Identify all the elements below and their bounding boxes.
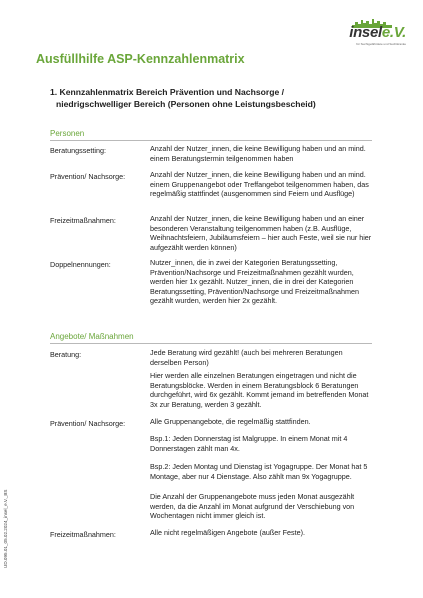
- document-side-code: UD.095.01_05.02.2024_insel_e.V._BS: [3, 489, 8, 568]
- document-title: Ausfüllhilfe ASP-Kennzahlenmatrix: [36, 52, 245, 66]
- term-beratung: Beratung:: [50, 350, 82, 359]
- term-praevention-nachsorge: Prävention/ Nachsorge:: [50, 172, 126, 181]
- insel-logo: [340, 18, 406, 52]
- desc-praevention-p3: Bsp.2: Jeden Montag und Dienstag ist Yogagruppe. Der Monat hat 5 Montage, aber nur 4 Dienstage. Also zählt man 9x Yogagruppe.: [150, 462, 368, 481]
- desc-freizeitmassnahmen: Anzahl der Nutzer_innen, die keine Bewilligung haben und an einer besonderen Veranstaltung teilgenommen haben (z.B. Ausflüge, Weihnachtsfeiern, Jubiläumsfeiern – hier auch Feste, weil sie nur hier aufgezählt werden können): [150, 214, 372, 252]
- logo-word-ev: e.V.: [381, 24, 406, 41]
- term-freizeitmassnahmen: Freizeitmaßnahmen:: [50, 216, 116, 225]
- section-label-angebote: Angebote/ Maßnahmen: [50, 332, 134, 341]
- desc-doppelnennungen: Nutzer_innen, die in zwei der Kategorien Beratungssetting, Prävention/Nachsorge und Freizeitmaßnahmen gezählt wurden, werden hier 1x gezählt. Nutzer_innen, die in drei der Kategorien Beratungssetting, Prävention/Nachsorge und Freizeitmaßnahmen gezählt wurden, werden hier 2x gezählt.: [150, 258, 359, 306]
- divider-personen: [50, 140, 372, 141]
- desc-freizeit-p1: Alle nicht regelmäßigen Angebote (außer Feste).: [150, 528, 306, 537]
- section-heading-line2: niedrigschwelliger Bereich (Personen ohne Leistungsbescheid): [56, 99, 316, 109]
- term-freizeit-angebote: Freizeitmaßnahmen:: [50, 530, 116, 539]
- desc-praevention-p4: Die Anzahl der Gruppenangebote muss jeden Monat ausgezählt werden, da die Anzahl im Monat aufgrund der Verschiebung von Wochentagen nicht immer gleich ist.: [150, 492, 355, 521]
- desc-beratungssetting: Anzahl der Nutzer_innen, die keine Bewilligung haben und an mind. einem Beratungstermin teilgenommen haben: [150, 144, 366, 163]
- section-label-personen: Personen: [50, 129, 85, 138]
- logo-word-insel: insel: [349, 24, 382, 41]
- section-heading-line1: 1. Kennzahlenmatrix Bereich Prävention und Nachsorge /: [50, 87, 285, 97]
- logo-subtext: für Suchtgefährdete und Suchtkranke: [356, 42, 406, 46]
- desc-praevention-p2: Bsp.1: Jeden Donnerstag ist Malgruppe. In einem Monat mit 4 Donnerstagen zählt man 4x.: [150, 434, 348, 453]
- logo-wordmark: [349, 24, 406, 41]
- section-heading: [50, 86, 316, 110]
- desc-beratung-p2: Hier werden alle einzelnen Beratungen eingetragen und nicht die Beratungsblöcke. Werden in einem Beratungsblock 6 Beratungen durchgeführt, wird 6x gezählt. Kommt jemand im betreffenden Monat 3x zur Beratung, werden 3 gezählt.: [150, 371, 369, 409]
- term-beratungssetting: Beratungssetting:: [50, 146, 106, 155]
- divider-angebote: [50, 343, 372, 344]
- term-praevention-angebote: Prävention/ Nachsorge:: [50, 419, 126, 428]
- desc-praevention-p1: Alle Gruppenangebote, die regelmäßig stattfinden.: [150, 417, 311, 426]
- desc-praevention-nachsorge: Anzahl der Nutzer_innen, die keine Bewilligung haben und an mind. einem Gruppenangebot oder Treffangebot teilgenommen haben, das regelmäßig stattfindet (ausgenommen sind Feiern und Ausflüge): [150, 170, 369, 199]
- term-doppelnennungen: Doppelnennungen:: [50, 260, 111, 269]
- desc-beratung-p1: Jede Beratung wird gezählt! (auch bei mehreren Beratungen derselben Person): [150, 348, 343, 367]
